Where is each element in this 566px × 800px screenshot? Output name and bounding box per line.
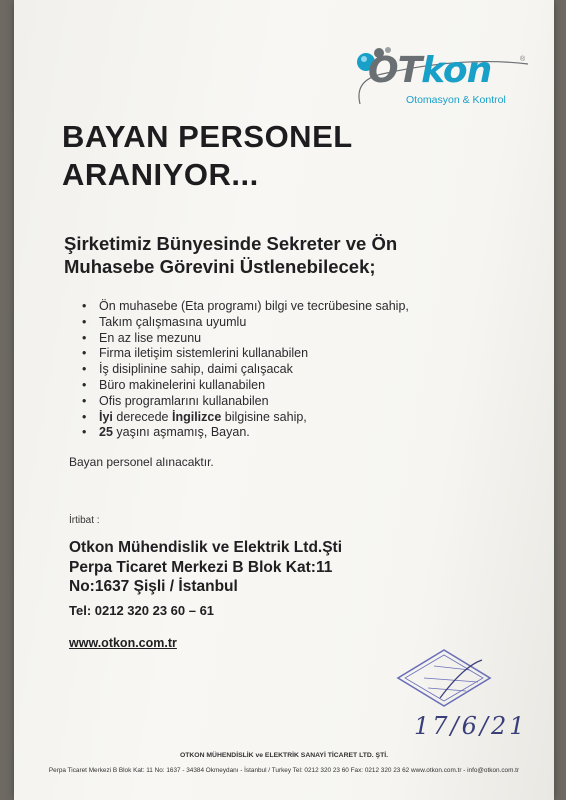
phone-number: Tel: 0212 320 23 60 – 61 <box>69 603 215 618</box>
bullet-icon: • <box>82 362 87 377</box>
address-line-2: No:1637 Şişli / İstanbul <box>69 578 238 595</box>
address-line-1: Perpa Ticaret Merkezi B Blok Kat:11 <box>69 558 333 576</box>
hiring-note: Bayan personel alınacaktır. <box>69 455 214 469</box>
headline-line-1: BAYAN PERSONEL <box>62 119 353 154</box>
handwritten-date: 17/6/21 <box>414 712 528 740</box>
footer-company: OTKON MÜHENDİSLİK ve ELEKTRİK SANAYİ TİCARET LTD. ŞTİ. <box>179 752 389 759</box>
list-item: • İş disiplinine sahip, daimi çalışacak <box>82 362 293 377</box>
list-item: • En az lise mezunu <box>82 330 202 345</box>
position-subheading <box>64 232 397 278</box>
bullet-icon: • <box>82 409 87 424</box>
subhead-line-2: Muhasebe Görevini Üstlenebilecek; <box>64 256 376 277</box>
bullet-icon: • <box>82 393 87 408</box>
bullet-icon: • <box>82 314 87 329</box>
headline <box>62 118 353 194</box>
logo-wordmark: OTkon <box>368 50 492 91</box>
website-link[interactable]: www.otkon.com.tr <box>69 636 177 650</box>
requirements-list <box>80 299 409 441</box>
list-item: • 25 yaşını aşmamış, Bayan. <box>82 425 250 440</box>
bullet-icon: • <box>82 346 87 361</box>
headline-line-2: ARANIYOR... <box>62 157 259 192</box>
job-posting-sheet <box>14 0 554 800</box>
company-address <box>69 538 342 597</box>
list-item: • Büro makinelerini kullanabilen <box>82 377 266 392</box>
list-item: • Takım çalışmasına uyumlu <box>82 314 247 329</box>
list-item: • Ofis programlarını kullanabilen <box>82 393 269 408</box>
received-stamp <box>394 646 494 710</box>
list-item: • İyi derecede İngilizce bilgisine sahip, <box>82 409 307 424</box>
bullet-icon: • <box>82 377 87 392</box>
list-item: • Firma iletişim sistemlerini kullanabilen <box>82 346 309 361</box>
subhead-line-1: Şirketimiz Bünyesinde Sekreter ve Ön <box>64 233 398 254</box>
bullet-icon: • <box>82 299 87 313</box>
company-name: Otkon Mühendislik ve Elektrik Ltd.Şti <box>69 539 343 556</box>
bullet-icon: • <box>82 330 87 345</box>
otkon-logo <box>342 44 542 114</box>
bullet-icon: • <box>82 425 87 440</box>
list-item: • Ön muhasebe (Eta programı) bilgi ve tecrübesine sahip, <box>82 299 409 313</box>
contact-label: İrtibat : <box>69 515 100 526</box>
registered-mark: ® <box>520 56 526 63</box>
footer-address: Perpa Ticaret Merkezi B Blok Kat: 11 No: 1637 - 34384 Okmeydanı - İstanbul / Turkey Tel: 0212 320 23 60 Fax: 0212 320 23 62 www.otkon.com.tr - info@otkon.com.tr <box>48 767 520 774</box>
logo-tagline: Otomasyon & Kontrol <box>406 94 506 106</box>
